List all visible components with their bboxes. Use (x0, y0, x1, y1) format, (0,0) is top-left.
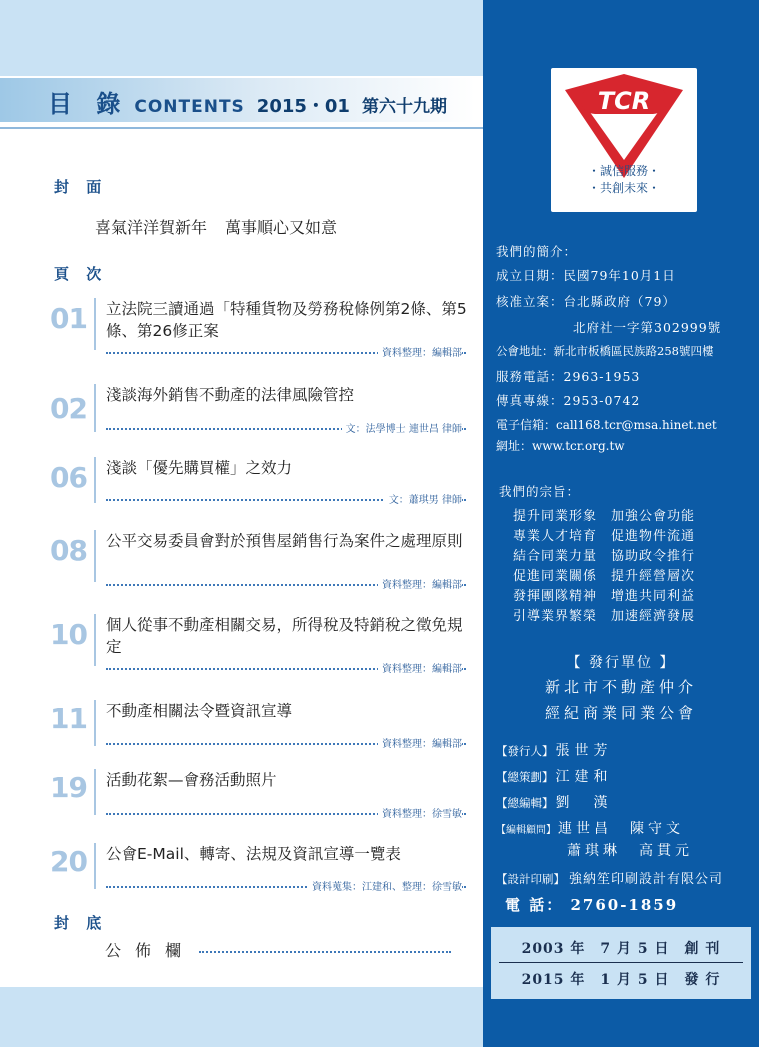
back-cover-label: 封 底 (54, 914, 108, 932)
about-heading: 我們的簡介： (496, 244, 578, 259)
toc-credit: 資料整理：編輯部 (378, 344, 462, 359)
toc-page-number: 08 (50, 534, 87, 567)
bulletin-row[interactable] (105, 938, 451, 961)
info-panel (483, 0, 759, 1047)
toc-credit: 資料蒐集：江建和、整理：徐雪敏 (308, 878, 462, 893)
toc-title: 淺談海外銷售不動產的法律風險管控 (106, 386, 355, 404)
header-issue: 第六十九期 (361, 97, 447, 117)
toc-entry-11[interactable] (50, 700, 470, 750)
toc-bar (94, 614, 96, 666)
header-bar (0, 78, 475, 122)
issue-date: 2015 年 1 月 5 日 發 行 (521, 972, 721, 988)
toc-page-number: 11 (50, 702, 87, 735)
date-separator (499, 962, 743, 963)
mission-line: 提升同業形象 加強公會功能 (513, 509, 696, 524)
cover-line-1: 喜氣洋洋賀新年 (95, 218, 208, 237)
toc-page-number: 06 (50, 461, 87, 494)
about-founded: 成立日期：民國79年10月1日 (496, 268, 676, 283)
staff-row (496, 818, 684, 838)
toc-entry-08[interactable] (50, 530, 470, 592)
mission-line: 專業人才培育 促進物件流通 (513, 529, 696, 544)
logo-slogan-2: ・共創未來・ (587, 181, 661, 195)
pages-label: 頁 次 (54, 265, 108, 283)
toc-credit: 資料整理：編輯部 (378, 735, 462, 750)
tcr-logo (551, 68, 697, 212)
logo-slogan-1: ・誠信服務・ (587, 164, 661, 178)
toc-title: 公平交易委員會對於預售屋銷售行為案件之處理原則 (106, 532, 463, 550)
design-name: 強納笙印刷設計有限公司 (569, 872, 724, 887)
bottom-band (0, 987, 483, 1047)
toc-credit: 文：蕭琪男 律師 (385, 491, 462, 506)
publisher-name-1: 新北市不動產仲介 (544, 678, 697, 696)
staff-row (496, 740, 613, 760)
about-phone: 服務電話：2963-1953 (496, 369, 641, 384)
cover-line-2: 萬事順心又如意 (225, 218, 338, 237)
toc-title: 活動花絮—會務活動照片 (106, 771, 277, 789)
toc-entry-20[interactable] (50, 843, 470, 895)
toc-bar (94, 843, 96, 889)
staff-role: 【總編輯】 (496, 796, 554, 810)
toc-page-number: 01 (50, 302, 87, 335)
toc-bar (94, 769, 96, 815)
mission-line: 發揮團隊精神 增進共同利益 (513, 589, 696, 604)
logo-text: TCR (597, 87, 651, 115)
toc-title: 立法院三讀通過「特種貨物及勞務稅條例第2條、第5條、第26修正案 (106, 300, 467, 340)
bulletin-dots (199, 951, 451, 953)
founded-date: 2003 年 7 月 5 日 創 刊 (521, 941, 721, 957)
mission-line: 結合同業力量 協助政令推行 (513, 549, 696, 564)
staff-name: 蕭琪琳 高貫元 (567, 843, 693, 859)
toc-entry-01[interactable] (50, 298, 470, 360)
publisher-label: 【 發行單位 】 (566, 655, 676, 671)
design-row (496, 868, 723, 887)
toc-credit: 文：法學博士 連世昌 律師 (342, 420, 462, 435)
about-approval-number: 北府社一字第302999號 (573, 320, 722, 335)
toc-entry-19[interactable] (50, 769, 470, 821)
mission-line: 引導業界繁榮 加速經濟發展 (513, 609, 696, 624)
toc-credit: 資料整理：編輯部 (378, 576, 462, 591)
toc-entry-02[interactable] (50, 384, 470, 440)
mission-line: 促進同業關係 提升經營層次 (513, 569, 696, 584)
date-box (491, 927, 751, 999)
header-title: 目 錄 (48, 90, 129, 118)
about-approval: 核准立案：台北縣政府（79） (496, 294, 676, 309)
about-website: 網址：www.tcr.org.tw (496, 439, 625, 453)
toc-entry-10[interactable] (50, 614, 470, 676)
about-email: 電子信箱：call168.tcr@msa.hinet.net (496, 418, 717, 432)
toc-bar (94, 298, 96, 350)
cover-text (95, 215, 355, 238)
toc-title: 個人從事不動產相關交易，所得稅及特銷稅之徵免規定 (106, 616, 463, 656)
toc-bar (94, 700, 96, 746)
staff-role: 【總策劃】 (496, 770, 554, 784)
staff-role: 【發行人】 (496, 744, 554, 758)
toc-bar (94, 384, 96, 432)
staff-row (565, 840, 693, 860)
toc-page-number: 02 (50, 392, 87, 425)
staff-row (496, 792, 613, 812)
toc-page-number: 19 (50, 771, 87, 804)
design-role: 【設計印刷】 (496, 872, 565, 886)
header-contents: CONTENTS (134, 97, 245, 117)
toc-page-number: 10 (50, 618, 87, 651)
staff-name: 張世芳 (555, 743, 613, 759)
contact-phone: 電 話： 2760-1859 (505, 896, 679, 914)
about-address: 公會地址：新北市板橋區民族路258號四樓 (496, 344, 714, 358)
header-divider (0, 127, 483, 129)
toc-credit: 資料整理：編輯部 (378, 660, 462, 675)
toc-title: 淺談「優先購買權」之效力 (106, 459, 293, 477)
mission-heading: 我們的宗旨： (499, 484, 581, 499)
tcr-logo-icon (551, 68, 697, 212)
header-date: 2015・01 (256, 96, 350, 117)
cover-label: 封 面 (54, 178, 108, 196)
toc-bar (94, 457, 96, 503)
staff-name: 江建和 (555, 769, 613, 785)
staff-name: 劉 漢 (555, 795, 613, 811)
about-fax: 傳真專線：2953-0742 (496, 393, 641, 408)
bulletin-label: 公佈欄 (105, 941, 196, 960)
staff-role: 【編輯顧問】 (496, 825, 556, 836)
staff-row (496, 766, 613, 786)
toc-title: 不動產相關法令暨資訊宣導 (106, 702, 293, 720)
toc-bar (94, 530, 96, 582)
publisher-name-2: 經紀商業同業公會 (544, 704, 697, 722)
staff-name: 連世昌 陳守文 (558, 821, 684, 837)
top-band (0, 0, 483, 76)
toc-entry-06[interactable] (50, 457, 470, 507)
toc-page-number: 20 (50, 845, 87, 878)
toc-title: 公會E-Mail、轉寄、法規及資訊宣導一覽表 (106, 845, 401, 863)
toc-credit: 資料整理：徐雪敏 (378, 805, 462, 820)
